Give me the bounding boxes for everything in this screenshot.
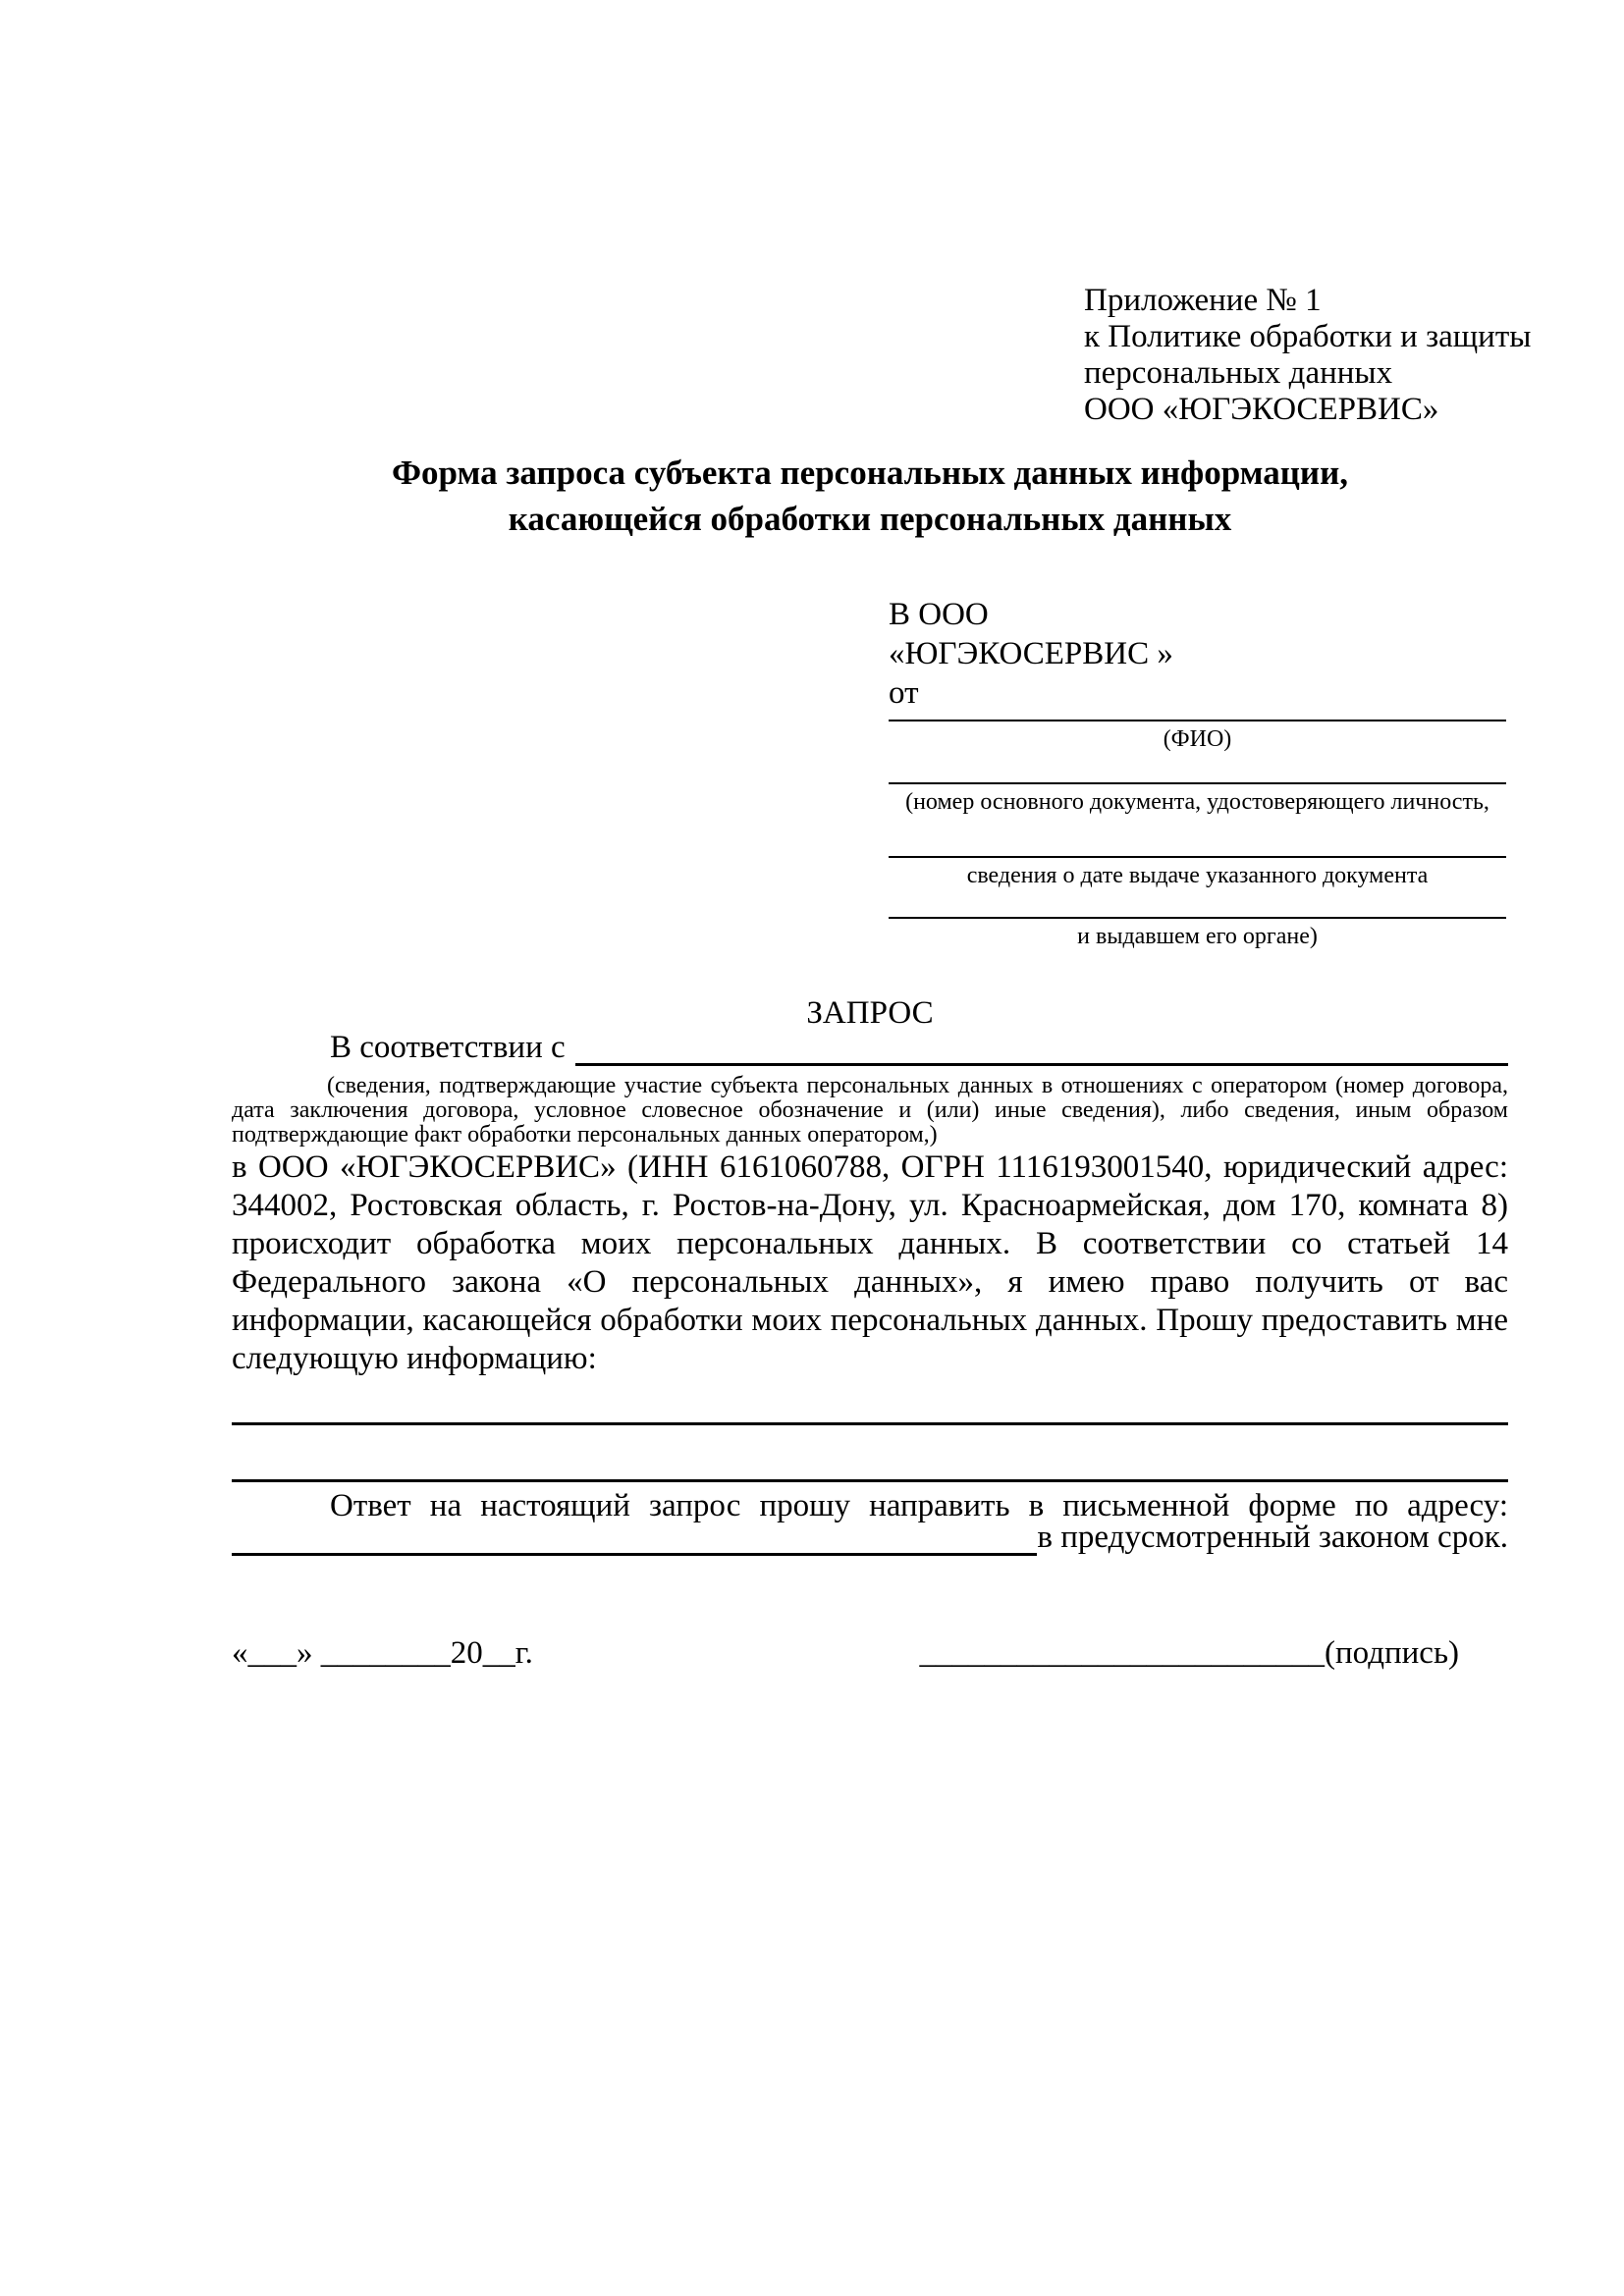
page-title-line-2: касающейся обработки персональных данных bbox=[508, 500, 1232, 538]
annex-line-4: ООО «ЮГЭКОСЕРВИС» bbox=[1084, 392, 1439, 427]
signature-row bbox=[232, 1635, 1508, 1672]
signature-blank-line: _________________________ bbox=[919, 1635, 1325, 1671]
explanatory-note: (сведения, подтверждающие участие субъекта персональных данных в отношениях с оператором (номер договора, дата заключения договора, условное словесное обозначение и (или) иные сведения), либо сведения, иным образом подтверждающие факт обработки персональных данных оператором,) bbox=[232, 1073, 1508, 1148]
issue-date-field bbox=[889, 856, 1506, 888]
annex-line-1: Приложение № 1 bbox=[1084, 283, 1322, 318]
annex-line-2: к Политике обработки и защиты bbox=[1084, 319, 1532, 354]
document-number-field bbox=[889, 782, 1506, 815]
fio-field-caption: (ФИО) bbox=[1163, 726, 1232, 752]
reply-instruction: Ответ на настоящий запрос прошу направить в письменной форме по адресу: bbox=[330, 1488, 1508, 1523]
issuing-authority-field bbox=[889, 917, 1506, 949]
addressee-line-3: от bbox=[889, 675, 919, 711]
signature-blank-group bbox=[920, 1635, 1460, 1672]
reply-suffix: в предусмотренный законом срок. bbox=[1037, 1520, 1508, 1555]
request-body: в ООО «ЮГЭКОСЕРВИС» (ИНН 6161060788, ОГРН 1116193001540, юридический адрес: 344002, Ростовская область, г. Ростов-на-Дону, ул. Красноармейская, дом 170, комната 8) происходит обработка моих персональных данных. В соответствии со статьей 14 Федерального закона «О персональных данных», я имею право получить от вас информации, касающейся обработки моих персональных данных. Прошу предоставить мне следующую информацию: bbox=[232, 1149, 1508, 1376]
fio-field bbox=[889, 720, 1506, 752]
page-title bbox=[232, 450, 1508, 542]
request-heading: ЗАПРОС bbox=[806, 995, 934, 1031]
lead-row bbox=[232, 1030, 1508, 1066]
annex-note bbox=[1084, 283, 1531, 428]
lead-text: В соответствии с bbox=[330, 1030, 566, 1065]
addressee-line-2: «ЮГЭКОСЕРВИС » bbox=[889, 636, 1173, 671]
annex-line-3: персональных данных bbox=[1084, 355, 1393, 391]
lead-blank-line bbox=[575, 1063, 1508, 1066]
addressee-line-1: В ООО bbox=[889, 597, 989, 632]
date-blank: «___» ________20__г. bbox=[232, 1635, 533, 1671]
blank-line-1 bbox=[232, 1422, 1508, 1425]
document-number-field-caption: (номер основного документа, удостоверяющего личность, bbox=[905, 789, 1489, 815]
blank-line-2 bbox=[232, 1479, 1508, 1482]
addressee-block bbox=[889, 595, 1173, 713]
address-blank-line bbox=[232, 1553, 1037, 1556]
reply-address-row bbox=[232, 1522, 1508, 1556]
page-title-line-1: Форма запроса субъекта персональных данных информации, bbox=[391, 454, 1349, 492]
signature-label: (подпись) bbox=[1325, 1635, 1459, 1671]
issue-date-field-caption: сведения о дате выдаче указанного документа bbox=[966, 863, 1429, 888]
issuing-authority-field-caption: и выдавшем его органе) bbox=[1077, 924, 1318, 949]
